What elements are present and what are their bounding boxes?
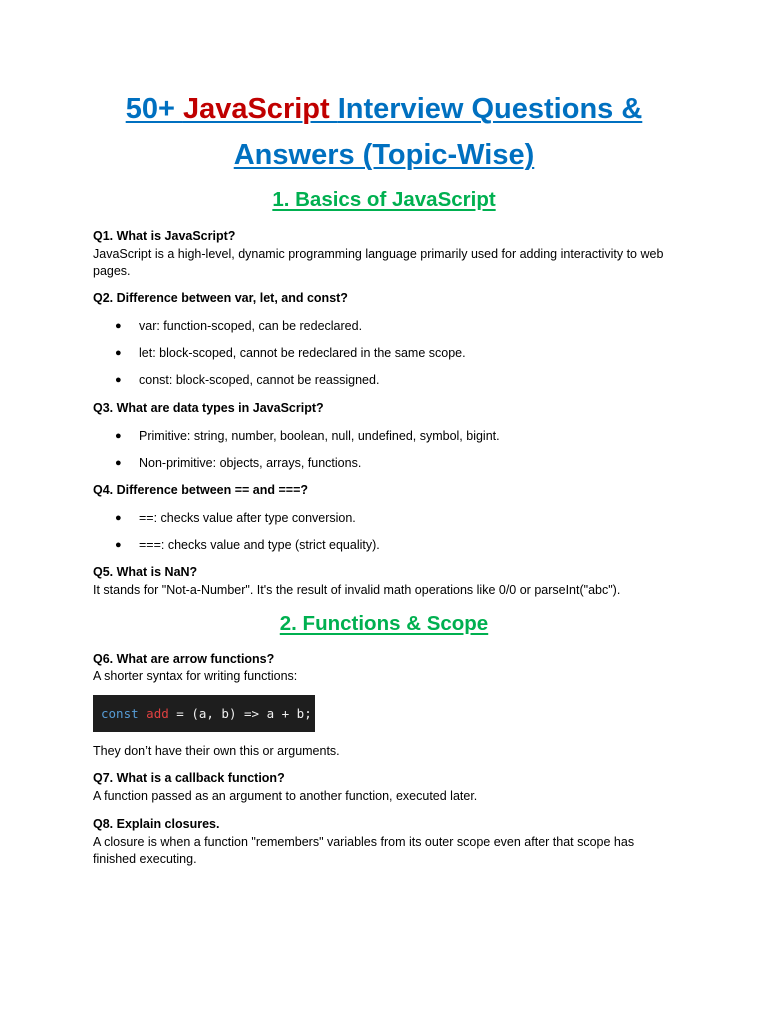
title-line-2: Answers (Topic-Wise) [233, 139, 535, 171]
title-middle: Interview Questions & [337, 93, 643, 125]
code-function-name: add [146, 706, 169, 721]
bullet-primitive: Primitive: string, number, boolean, null, undefined, symbol, bigint. [139, 429, 500, 443]
code-rest: = (a, b) => a + b; [168, 706, 312, 721]
bullet-marker: ● [115, 347, 122, 359]
section-heading-functions: 2. Functions & Scope [279, 612, 489, 635]
bullet-marker: ● [115, 457, 122, 469]
answer-1: JavaScript is a high-level, dynamic programming language primarily used for adding interactivity to web pages. [93, 247, 664, 278]
answer-5: It stands for "Not-a-Number". It's the result of invalid math operations like 0/0 or parseInt("abc"). [93, 583, 621, 597]
title-javascript: JavaScript [182, 93, 338, 125]
bullet-const: const: block-scoped, cannot be reassigned. [139, 373, 380, 387]
title-prefix: 50+ [125, 93, 183, 125]
question-6: Q6. What are arrow functions? [93, 652, 275, 666]
bullet-var: var: function-scoped, can be redeclared. [139, 319, 363, 333]
question-8: Q8. Explain closures. [93, 817, 220, 831]
bullet-marker: ● [115, 320, 122, 332]
bullet-loose-equality: ==: checks value after type conversion. [139, 511, 356, 525]
question-4: Q4. Difference between == and ===? [93, 483, 309, 497]
question-3: Q3. What are data types in JavaScript? [93, 401, 324, 415]
answer-7: A function passed as an argument to another function, executed later. [93, 789, 478, 803]
bullet-strict-equality: ===: checks value and type (strict equality). [139, 538, 380, 552]
section-heading-basics: 1. Basics of JavaScript [272, 188, 496, 211]
answer-6: A shorter syntax for writing functions: [93, 669, 298, 683]
document-title [0, 86, 768, 178]
bullet-marker: ● [115, 430, 122, 442]
answer-8: A closure is when a function "remembers" variables from its outer scope even after that scope has finished executing. [93, 835, 635, 866]
code-block [93, 695, 315, 732]
question-5: Q5. What is NaN? [93, 565, 198, 579]
question-7: Q7. What is a callback function? [93, 771, 285, 785]
code-keyword: const [101, 706, 139, 721]
bullet-let: let: block-scoped, cannot be redeclared in the same scope. [139, 346, 466, 360]
bullet-non-primitive: Non-primitive: objects, arrays, functions. [139, 456, 362, 470]
bullet-marker: ● [115, 512, 122, 524]
answer-6-note: They don’t have their own this or arguments. [93, 744, 340, 758]
question-2: Q2. Difference between var, let, and const? [93, 291, 348, 305]
bullet-marker: ● [115, 539, 122, 551]
bullet-marker: ● [115, 374, 122, 386]
question-1: Q1. What is JavaScript? [93, 229, 236, 243]
